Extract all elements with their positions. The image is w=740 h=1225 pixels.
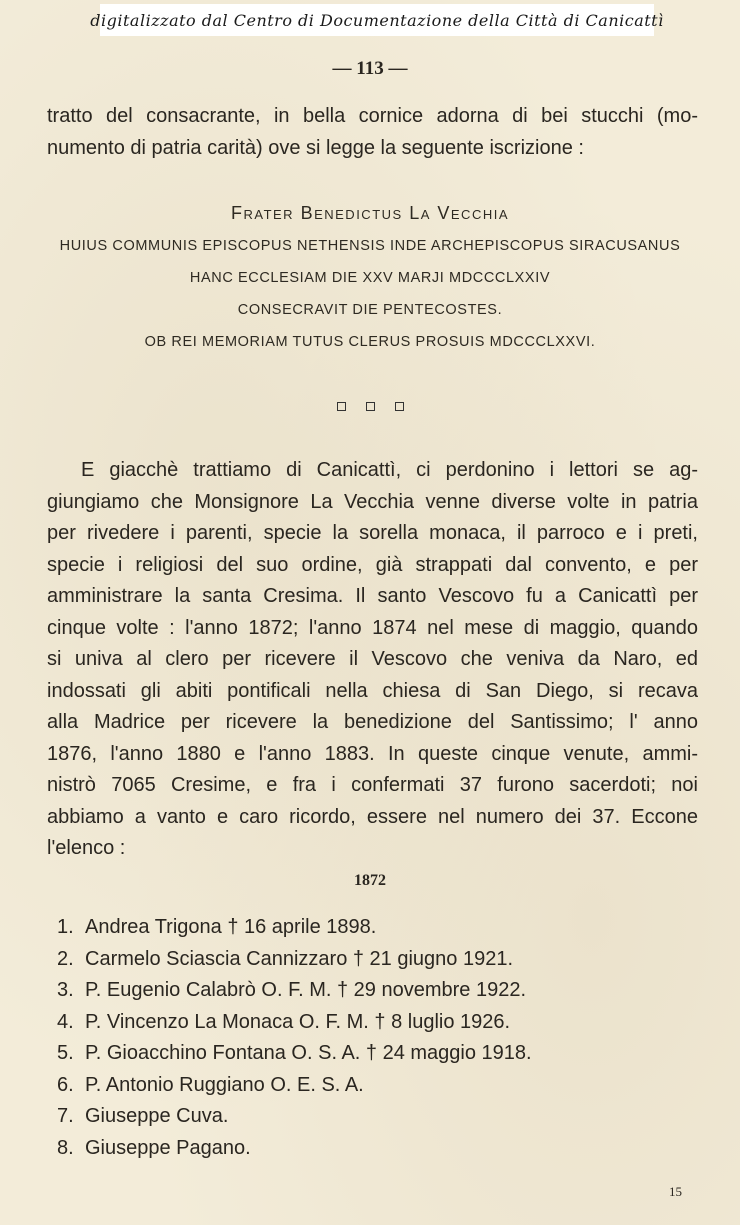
list-number: 3.	[57, 979, 74, 1001]
inscription-line: OB REI MEMORIAM TUTUS CLERUS PROSUIS MDCCCLXXVI.	[144, 334, 596, 350]
list-item	[57, 975, 697, 1007]
text-line: si univa al clero per ricevere il Vescovo che veniva da Naro, ed	[47, 648, 698, 670]
text-line: giungiamo che Monsignore La Vecchia venne diverse volte in patria	[47, 490, 698, 513]
list-item	[57, 1070, 697, 1102]
confirmed-priests-list	[57, 912, 697, 1164]
list-text: Giuseppe Cuva.	[85, 1105, 229, 1127]
list-number: 1.	[57, 916, 74, 938]
intro-paragraph	[47, 101, 698, 164]
signature-number: 15	[669, 1184, 682, 1199]
year-heading: 1872	[354, 872, 386, 889]
list-item	[57, 1101, 697, 1133]
list-item	[57, 944, 697, 976]
list-number: 5.	[57, 1042, 74, 1064]
inscription-line: HANC ECCLESIAM DIE XXV MARJI MDCCCLXXIV	[189, 270, 551, 286]
list-text: P. Gioacchino Fontana O. S. A. † 24 maggio 1918.	[85, 1042, 532, 1064]
body-paragraph	[47, 455, 698, 865]
list-number: 7.	[57, 1105, 74, 1127]
list-number: 2.	[57, 947, 74, 970]
list-number: 4.	[57, 1010, 74, 1033]
square-ornament-icon	[337, 402, 346, 411]
square-ornament-icon	[395, 402, 404, 411]
inscription-line: HUIUS COMMUNIS EPISCOPUS NETHENSIS INDE ARCHEPISCOPUS SIRACUSANUS	[59, 238, 681, 254]
inscription-line: CONSECRAVIT DIE PENTECOSTES.	[237, 302, 503, 318]
list-item	[57, 1133, 697, 1165]
list-number: 6.	[57, 1073, 74, 1096]
text-line: cinque volte : l'anno 1872; l'anno 1874 nel mese di maggio, quando	[47, 616, 698, 639]
inscription-title: Frater Benedictus La Vecchia	[230, 203, 510, 223]
list-item	[57, 1038, 697, 1070]
list-item	[57, 912, 697, 944]
square-ornament-icon	[366, 402, 375, 411]
list-text: Giuseppe Pagano.	[85, 1136, 251, 1159]
list-text: P. Eugenio Calabrò O. F. M. † 29 novembre 1922.	[85, 979, 527, 1001]
list-number: 8.	[57, 1136, 74, 1159]
text-line: abbiamo a vanto e caro ricordo, essere nel numero dei 37. Eccone	[47, 805, 698, 828]
text-line: indossati gli abiti pontificali nella chiesa di San Diego, si recava	[47, 679, 698, 702]
text-line: E giacchè trattiamo di Canicattì, ci perdonino i lettori se ag-	[81, 459, 698, 481]
digitization-watermark: digitalizzato dal Centro di Documentazione della Città di Canicattì	[100, 4, 654, 36]
page-number: — 113 —	[332, 58, 408, 79]
list-item	[57, 1007, 697, 1039]
text-line: l'elenco :	[47, 837, 126, 859]
section-separator	[0, 402, 740, 411]
text-line: 1876, l'anno 1880 e l'anno 1883. In queste cinque venute, ammi-	[47, 742, 698, 765]
text-line: amministrare la santa Cresima. Il santo Vescovo fu a Canicattì per	[47, 585, 698, 607]
text-line: per rivedere i parenti, specie la sorella monaca, il parroco e i preti,	[47, 522, 698, 544]
list-text: Carmelo Sciascia Cannizzaro † 21 giugno 1921.	[85, 947, 514, 970]
text-line: numento di patria carità) ove si legge la seguente iscrizione :	[47, 136, 584, 159]
text-line: alla Madrice per ricevere la benedizione del Santissimo; l' anno	[47, 711, 698, 733]
text-line: nistrò 7065 Cresime, e fra i confermati 37 furono sacerdoti; noi	[47, 774, 698, 796]
text-line: specie i religiosi del suo ordine, già strappati dal convento, e per	[47, 553, 698, 576]
list-text: P. Antonio Ruggiano O. E. S. A.	[85, 1073, 364, 1096]
text-line: tratto del consacrante, in bella cornice adorna di bei stucchi (mo-	[47, 105, 698, 127]
list-text: P. Vincenzo La Monaca O. F. M. † 8 luglio 1926.	[85, 1010, 511, 1033]
list-text: Andrea Trigona † 16 aprile 1898.	[85, 916, 377, 938]
